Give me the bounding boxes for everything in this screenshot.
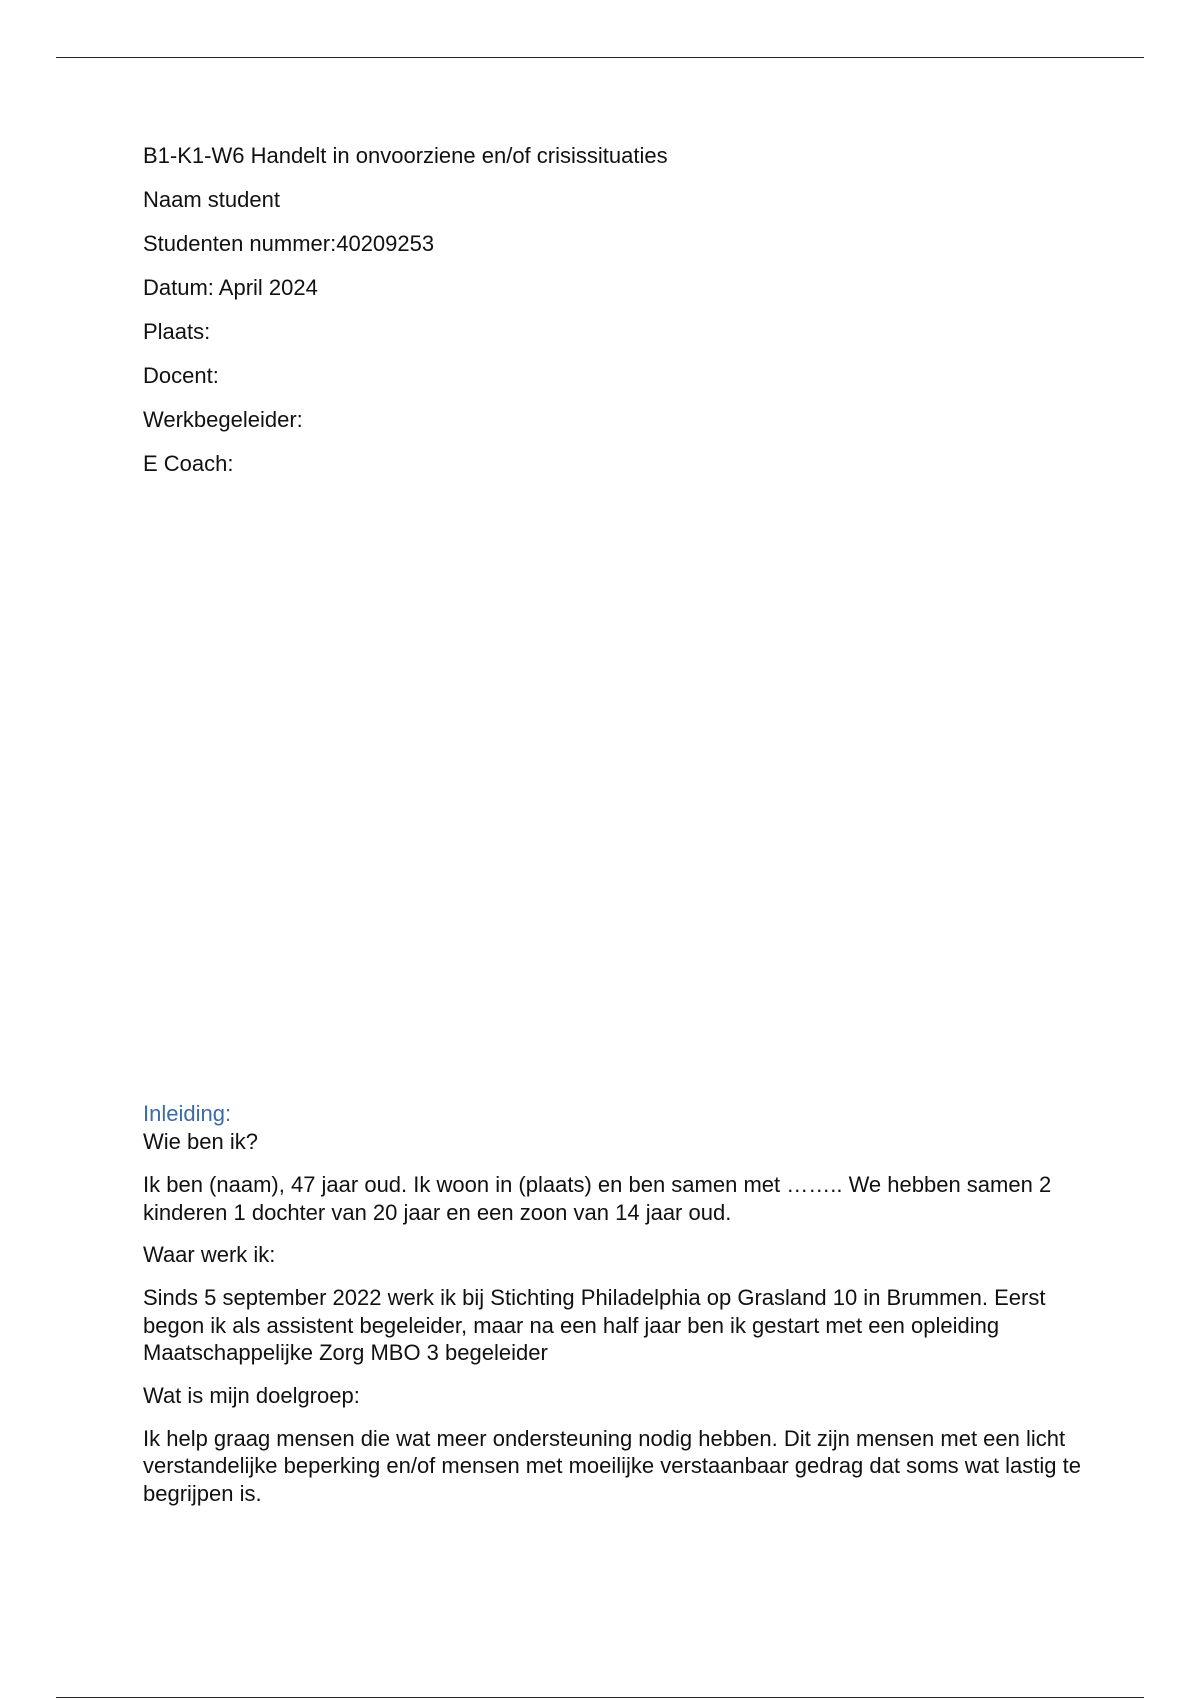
introduction-heading: Inleiding: — [143, 1101, 232, 1126]
student-number: Studenten nummer:40209253 — [143, 231, 435, 256]
date: Datum: April 2024 — [143, 275, 318, 300]
work-supervisor: Werkbegeleider: — [143, 407, 303, 432]
e-coach: E Coach: — [143, 451, 234, 476]
place: Plaats: — [143, 319, 211, 344]
paragraph-target-group: Ik help graag mensen die wat meer ondersteuning nodig hebben. Dit zijn mensen met een licht verstandelijke beperking en/of mensen met moeilijke verstaanbaar gedrag dat soms wat lastig te begrijpen is. — [143, 1425, 1081, 1506]
document-title: B1-K1-W6 Handelt in onvoorziene en/of crisissituaties — [143, 143, 668, 168]
teacher: Docent: — [143, 363, 219, 388]
question-where-work: Waar werk ik: — [143, 1242, 276, 1267]
student-name: Naam student — [143, 187, 280, 212]
document-header — [143, 143, 1063, 495]
question-who-am-i: Wie ben ik? — [143, 1129, 258, 1154]
page-top-rule — [56, 57, 1144, 58]
introduction-section — [143, 1101, 1083, 1523]
page-bottom-rule — [56, 1697, 1144, 1698]
paragraph-where-work: Sinds 5 september 2022 werk ik bij Stichting Philadelphia op Grasland 10 in Brummen. Eerst begon ik als assistent begeleider, maar na een half jaar ben ik gestart met een opleiding Maatschappelijke Zorg MBO 3 begeleider — [143, 1285, 1046, 1365]
paragraph-who-am-i: Ik ben (naam), 47 jaar oud. Ik woon in (plaats) en ben samen met …….. We hebben samen 2 kinderen 1 dochter van 20 jaar en een zoon van 14 jaar oud. — [143, 1172, 1052, 1225]
question-target-group: Wat is mijn doelgroep: — [143, 1382, 360, 1408]
